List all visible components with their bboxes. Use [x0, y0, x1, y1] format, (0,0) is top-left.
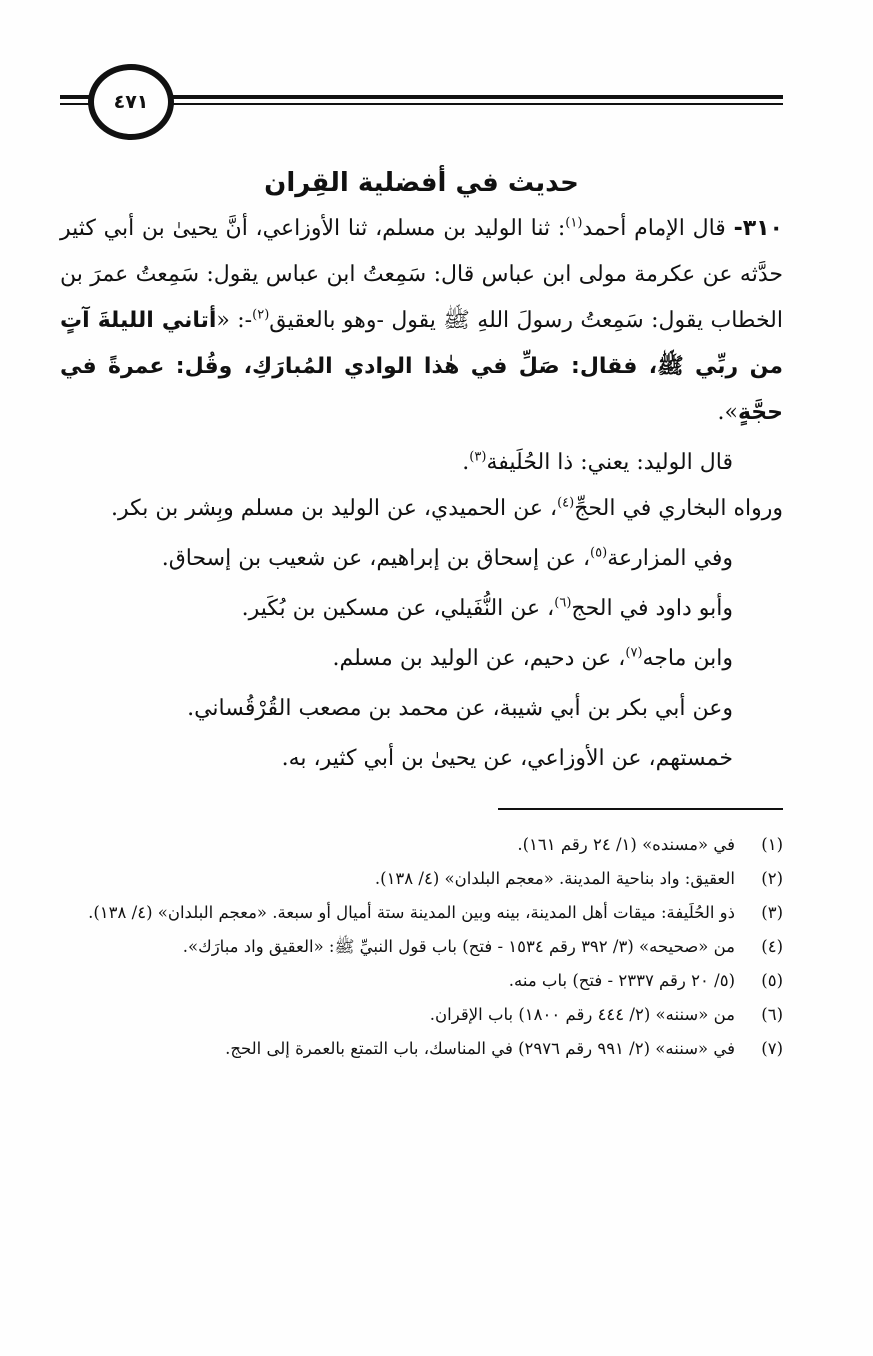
footnote-number: (٤)	[761, 937, 783, 956]
narration-line: وعن أبي بكر بن أبي شيبة، عن محمد بن مصعب القُرْقُساني.	[187, 696, 733, 721]
footnote	[60, 1032, 783, 1066]
text-run: وأبو داود في الحج	[571, 596, 733, 621]
footnote-ref: (٧)	[625, 645, 643, 661]
footnote-number: (٣)	[761, 903, 783, 922]
footnote-ref: (٥)	[590, 545, 608, 561]
text-run: : ثنا الوليد بن مسلم، ثنا الأوزاعي، أنَّ يحيىٰ بن أبي كثير حدَّثه عن عكرمة مولى ابن عباس قال: سَمِعتُ ابن عباس يقول: سَمِعتُ عمرَ بن الخطاب يقول: سَمِعتُ رسولَ اللهِ ﷺ يقول -وهو بالعقيق	[60, 216, 783, 333]
text-run: قال الوليد: يعني: ذا الحُلَيفة	[486, 450, 733, 475]
footnote-ref: (٢)	[252, 307, 270, 323]
narration-line	[60, 440, 783, 486]
text-run: ، عن إسحاق بن إبراهيم، عن شعيب بن إسحاق.	[161, 546, 591, 571]
footnote-separator	[498, 808, 783, 810]
narration-line	[60, 536, 783, 582]
narration-line: خمستهم، عن الأوزاعي، عن يحيىٰ بن أبي كثير، به.	[281, 746, 733, 771]
footnote-number: (٢)	[761, 869, 783, 888]
text-run: .	[462, 450, 470, 475]
footnote-ref: (١)	[565, 215, 583, 231]
text-run: -: «	[216, 308, 253, 333]
footnote-ref: (٦)	[554, 595, 572, 611]
footnote-text: في «مسنده» (١/ ٢٤ رقم ١٦١).	[517, 835, 735, 854]
hadith-number: ٣١٠-	[733, 216, 783, 241]
footnote-text: (٥/ ٢٠ رقم ٢٣٣٧ - فتح) باب منه.	[508, 971, 735, 990]
text-run: ، عن الحميدي، عن الوليد بن مسلم وبِشر بن بكر.	[111, 496, 558, 521]
text-run: وابن ماجه	[642, 646, 733, 671]
hadith-paragraph	[60, 206, 783, 436]
footnote	[60, 964, 783, 998]
hadith-quote: أتاني الليلةَ آتٍ من ربِّي ﷺ، فقال: صَلِّ في هٰذا الوادي المُبارَكِ، وقُل: عمرةً في حجَّةٍ	[60, 308, 783, 425]
footnote-number: (٥)	[761, 971, 783, 990]
page-body	[60, 150, 783, 1066]
footnote-text: ذو الحُلَيفة: ميقات أهل المدينة، بينه وبين المدينة ستة أميال أو سبعة. «معجم البلدان» (٤/ ١٣٨).	[88, 903, 735, 922]
footnote-number: (٧)	[761, 1039, 783, 1058]
narration-line	[60, 486, 783, 532]
footnote-text: من «صحيحه» (٣/ ٣٩٢ رقم ١٥٣٤ - فتح) باب قول النبيِّ ﷺ: «العقيق واد مبارَك».	[182, 937, 735, 956]
footnote	[60, 828, 783, 862]
text-run: ».	[717, 400, 738, 425]
footnote	[60, 862, 783, 896]
footnote-number: (٦)	[761, 1005, 783, 1024]
page-header	[0, 0, 873, 140]
narration-line	[60, 636, 783, 682]
text-run: وفي المزارعة	[607, 546, 733, 571]
footnote-number: (١)	[761, 835, 783, 854]
section-title: حديث في أفضلية القِران	[264, 168, 579, 198]
footnote-text: العقيق: واد بناحية المدينة. «معجم البلدان» (٤/ ١٣٨).	[374, 869, 735, 888]
footnote-text: في «سننه» (٢/ ٩٩١ رقم ٢٩٧٦) في المناسك، باب التمتع بالعمرة إلى الحج.	[225, 1039, 735, 1058]
footnote-ref: (٣)	[469, 449, 487, 465]
text-run: ورواه البخاري في الحجِّ	[574, 496, 783, 521]
footnote-text: من «سننه» (٢/ ٤٤٤ رقم ١٨٠٠) باب الإقران.	[429, 1005, 735, 1024]
footnote	[60, 930, 783, 964]
footnotes	[60, 828, 783, 1066]
narration-line	[60, 586, 783, 632]
footnote-ref: (٤)	[557, 495, 575, 511]
text-run: ، عن النُّفَيلي، عن مسكين بن بُكَير.	[241, 596, 555, 621]
text-run: قال الإمام أحمد	[582, 216, 734, 241]
text-run: ، عن دحيم، عن الوليد بن مسلم.	[332, 646, 626, 671]
footnote	[60, 896, 783, 930]
footnote	[60, 998, 783, 1032]
page-number: ٤٧١	[88, 64, 174, 140]
